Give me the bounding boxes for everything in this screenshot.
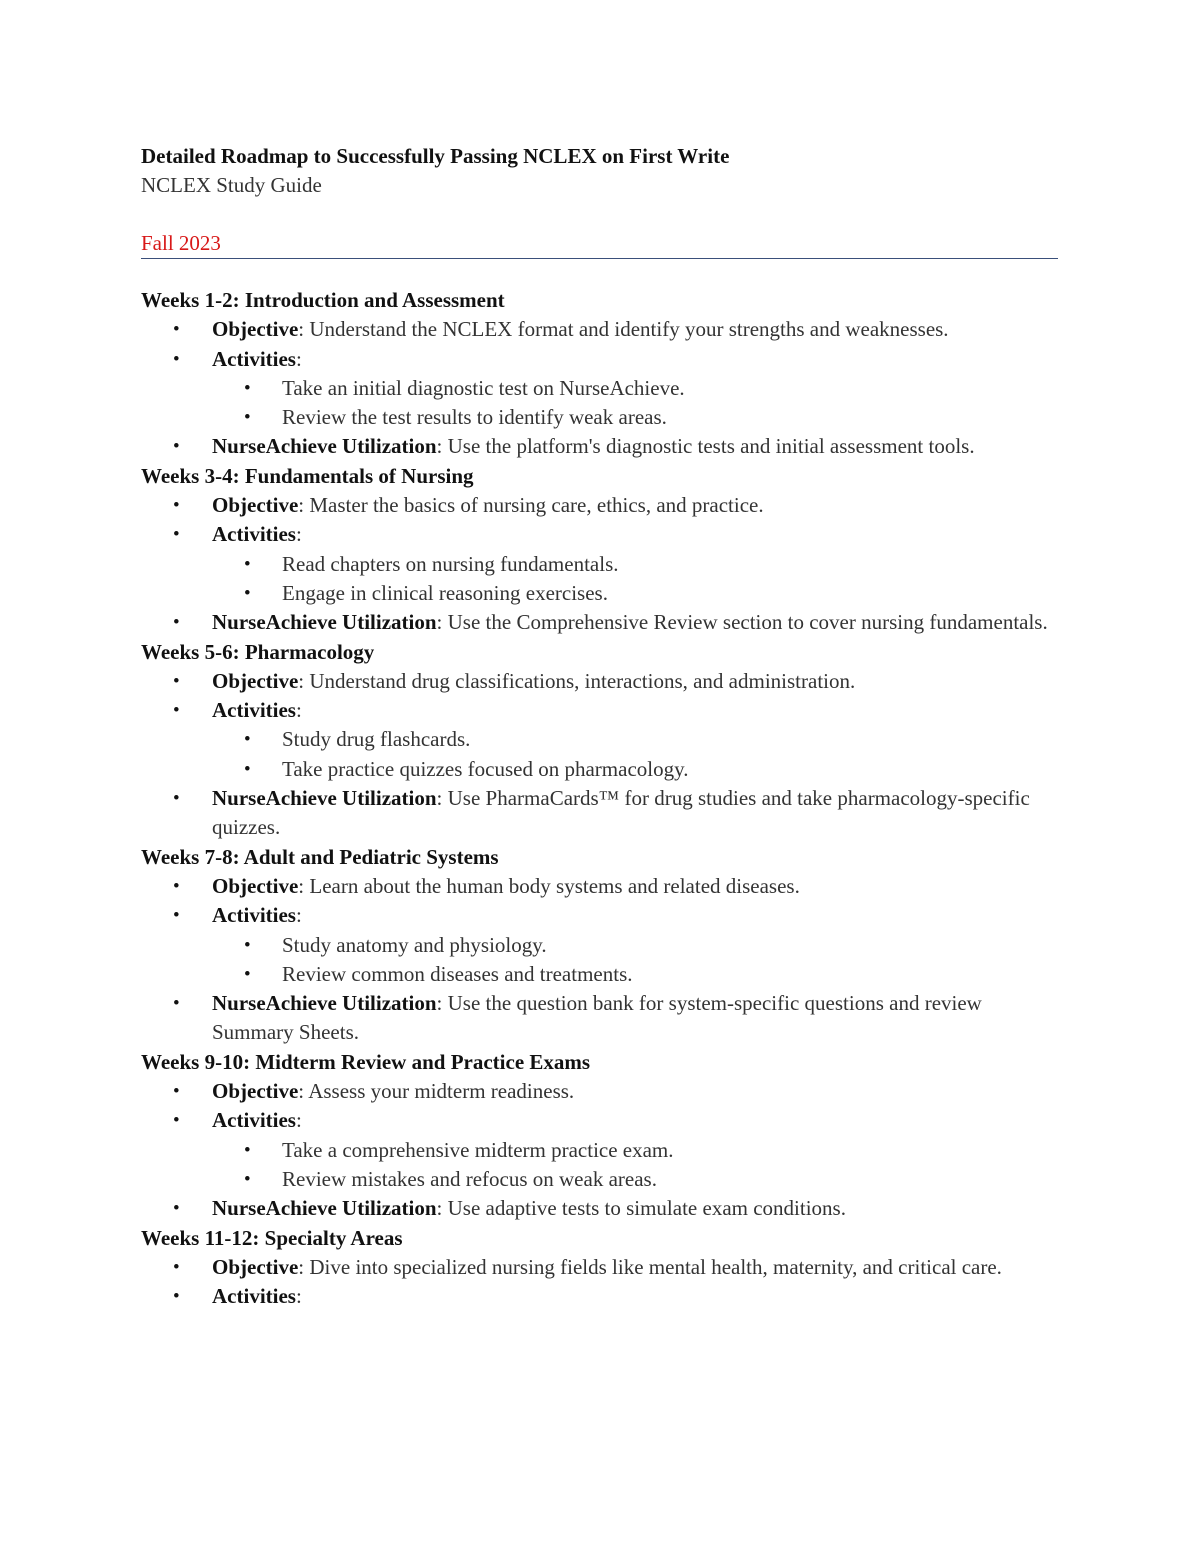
- bullet-icon: •: [173, 788, 180, 810]
- bullet-icon: •: [244, 553, 251, 575]
- activity-item: [141, 755, 1061, 784]
- activities-list: [212, 550, 1061, 609]
- section-heading: Weeks 1-2: Introduction and Assessment: [141, 288, 505, 312]
- activity-text: Take a comprehensive midterm practice exam.: [282, 1137, 674, 1162]
- activity-text: Review common diseases and treatments.: [282, 961, 633, 986]
- activity-item: [141, 403, 1061, 432]
- activities-list: [212, 374, 1061, 433]
- activities-label: Activities: [212, 698, 296, 723]
- document-subtitle: NCLEX Study Guide: [141, 173, 322, 197]
- activity-text: Read chapters on nursing fundamentals.: [282, 551, 619, 576]
- bullet-icon: •: [244, 729, 251, 751]
- study-section: [141, 1224, 1061, 1312]
- objective-text: : Learn about the human body systems and related diseases.: [298, 873, 800, 898]
- activities-label: Activities: [212, 1284, 296, 1309]
- bullet-icon: •: [173, 319, 180, 341]
- bullet-icon: •: [173, 700, 180, 722]
- section-heading: Weeks 7-8: Adult and Pediatric Systems: [141, 844, 499, 869]
- objective-label: Objective: [212, 873, 299, 898]
- activities-label: Activities: [212, 522, 296, 547]
- activity-item: [141, 374, 1061, 403]
- objective-item: [141, 491, 1061, 520]
- study-section: [141, 1048, 1061, 1224]
- objective-item: [141, 315, 1061, 344]
- utilization-text: : Use the question bank for system-specific questions and review Summary Sheets.: [212, 991, 982, 1045]
- objective-label: Objective: [212, 317, 299, 342]
- activity-item: [141, 550, 1061, 579]
- section-bullet-list: [141, 667, 1061, 843]
- objective-text: : Dive into specialized nursing fields like mental health, maternity, and critical care.: [298, 1254, 1002, 1279]
- activity-text: Review mistakes and refocus on weak areas.: [282, 1166, 657, 1191]
- objective-item: [141, 1253, 1061, 1282]
- objective-item: [141, 667, 1061, 696]
- bullet-icon: •: [173, 1256, 180, 1278]
- study-section: [141, 843, 1061, 1048]
- utilization-item: [141, 432, 1061, 461]
- bullet-icon: •: [173, 1081, 180, 1103]
- activities-item: [141, 345, 1061, 433]
- utilization-text: : Use PharmaCards™ for drug studies and take pharmacology-specific quizzes.: [212, 786, 1030, 840]
- utilization-label: NurseAchieve Utilization: [212, 786, 437, 811]
- bullet-icon: •: [244, 963, 251, 985]
- sections-container: [141, 286, 1061, 1311]
- activities-colon: :: [295, 346, 302, 371]
- activities-list: [212, 1136, 1061, 1195]
- utilization-text: : Use the Comprehensive Review section to cover nursing fundamentals.: [436, 610, 1048, 635]
- objective-text: : Understand the NCLEX format and identify your strengths and weaknesses.: [298, 317, 949, 342]
- bullet-icon: •: [173, 1198, 180, 1220]
- section-bullet-list: [141, 872, 1061, 1048]
- activities-item: [141, 1106, 1061, 1194]
- bullet-icon: •: [173, 436, 180, 458]
- section-bullet-list: [141, 1253, 1061, 1312]
- section-bullet-list: [141, 491, 1061, 637]
- bullet-icon: •: [173, 670, 180, 692]
- bullet-icon: •: [173, 612, 180, 634]
- activity-item: [141, 1136, 1061, 1165]
- bullet-icon: •: [173, 993, 180, 1015]
- utilization-label: NurseAchieve Utilization: [212, 610, 437, 635]
- utilization-item: [141, 608, 1061, 637]
- activity-item: [141, 1165, 1061, 1194]
- activity-text: Engage in clinical reasoning exercises.: [282, 580, 608, 605]
- bullet-icon: •: [173, 348, 180, 370]
- section-heading: Weeks 11-12: Specialty Areas: [141, 1225, 403, 1250]
- utilization-label: NurseAchieve Utilization: [212, 434, 437, 459]
- activity-text: Take an initial diagnostic test on NurseAchieve.: [282, 375, 685, 400]
- bullet-icon: •: [244, 377, 251, 399]
- objective-text: : Understand drug classifications, interactions, and administration.: [298, 668, 856, 693]
- activity-text: Study drug flashcards.: [282, 727, 471, 752]
- activities-item: [141, 520, 1061, 608]
- document-title: Detailed Roadmap to Successfully Passing NCLEX on First Write: [141, 144, 730, 168]
- bullet-icon: •: [173, 1286, 180, 1308]
- objective-label: Objective: [212, 1079, 299, 1104]
- bullet-icon: •: [244, 934, 251, 956]
- activity-text: Study anatomy and physiology.: [282, 932, 547, 957]
- term-heading: Fall 2023: [141, 229, 1058, 259]
- activities-colon: :: [295, 903, 302, 928]
- activities-list: [212, 725, 1061, 784]
- objective-text: : Assess your midterm readiness.: [298, 1079, 575, 1104]
- utilization-text: : Use adaptive tests to simulate exam conditions.: [436, 1196, 846, 1221]
- bullet-icon: •: [173, 1110, 180, 1132]
- bullet-icon: •: [244, 407, 251, 429]
- bullet-icon: •: [173, 875, 180, 897]
- activities-colon: :: [295, 522, 302, 547]
- objective-label: Objective: [212, 493, 299, 518]
- activities-item: [141, 696, 1061, 784]
- section-bullet-list: [141, 315, 1061, 461]
- activities-label: Activities: [212, 1108, 296, 1133]
- bullet-icon: •: [244, 758, 251, 780]
- bullet-icon: •: [244, 1168, 251, 1190]
- utilization-label: NurseAchieve Utilization: [212, 1196, 437, 1221]
- activities-colon: :: [295, 698, 302, 723]
- activities-list: [212, 931, 1061, 990]
- utilization-text: : Use the platform's diagnostic tests and initial assessment tools.: [436, 434, 975, 459]
- study-section: [141, 638, 1061, 843]
- bullet-icon: •: [244, 1139, 251, 1161]
- bullet-icon: •: [173, 524, 180, 546]
- activity-item: [141, 725, 1061, 754]
- bullet-icon: •: [173, 495, 180, 517]
- objective-label: Objective: [212, 668, 299, 693]
- bullet-icon: •: [173, 905, 180, 927]
- section-heading: Weeks 3-4: Fundamentals of Nursing: [141, 463, 474, 488]
- study-section: [141, 462, 1061, 638]
- utilization-label: NurseAchieve Utilization: [212, 991, 437, 1016]
- utilization-item: [141, 989, 1061, 1048]
- utilization-item: [141, 1194, 1061, 1223]
- study-section: [141, 286, 1061, 462]
- utilization-item: [141, 784, 1061, 843]
- objective-label: Objective: [212, 1254, 299, 1279]
- objective-item: [141, 872, 1061, 901]
- activity-item: [141, 931, 1061, 960]
- objective-item: [141, 1077, 1061, 1106]
- activities-item: [141, 901, 1061, 989]
- activities-label: Activities: [212, 346, 296, 371]
- activity-item: [141, 960, 1061, 989]
- activities-colon: :: [295, 1108, 302, 1133]
- section-bullet-list: [141, 1077, 1061, 1223]
- objective-text: : Master the basics of nursing care, ethics, and practice.: [298, 493, 764, 518]
- bullet-icon: •: [244, 582, 251, 604]
- activity-text: Take practice quizzes focused on pharmacology.: [282, 756, 689, 781]
- section-heading: Weeks 5-6: Pharmacology: [141, 639, 375, 664]
- activity-item: [141, 579, 1061, 608]
- activities-item: [141, 1282, 1061, 1311]
- activities-colon: :: [295, 1284, 302, 1309]
- section-heading: Weeks 9-10: Midterm Review and Practice Exams: [141, 1049, 591, 1074]
- activity-text: Review the test results to identify weak areas.: [282, 405, 667, 430]
- activities-label: Activities: [212, 903, 296, 928]
- document-page: [141, 141, 1061, 1311]
